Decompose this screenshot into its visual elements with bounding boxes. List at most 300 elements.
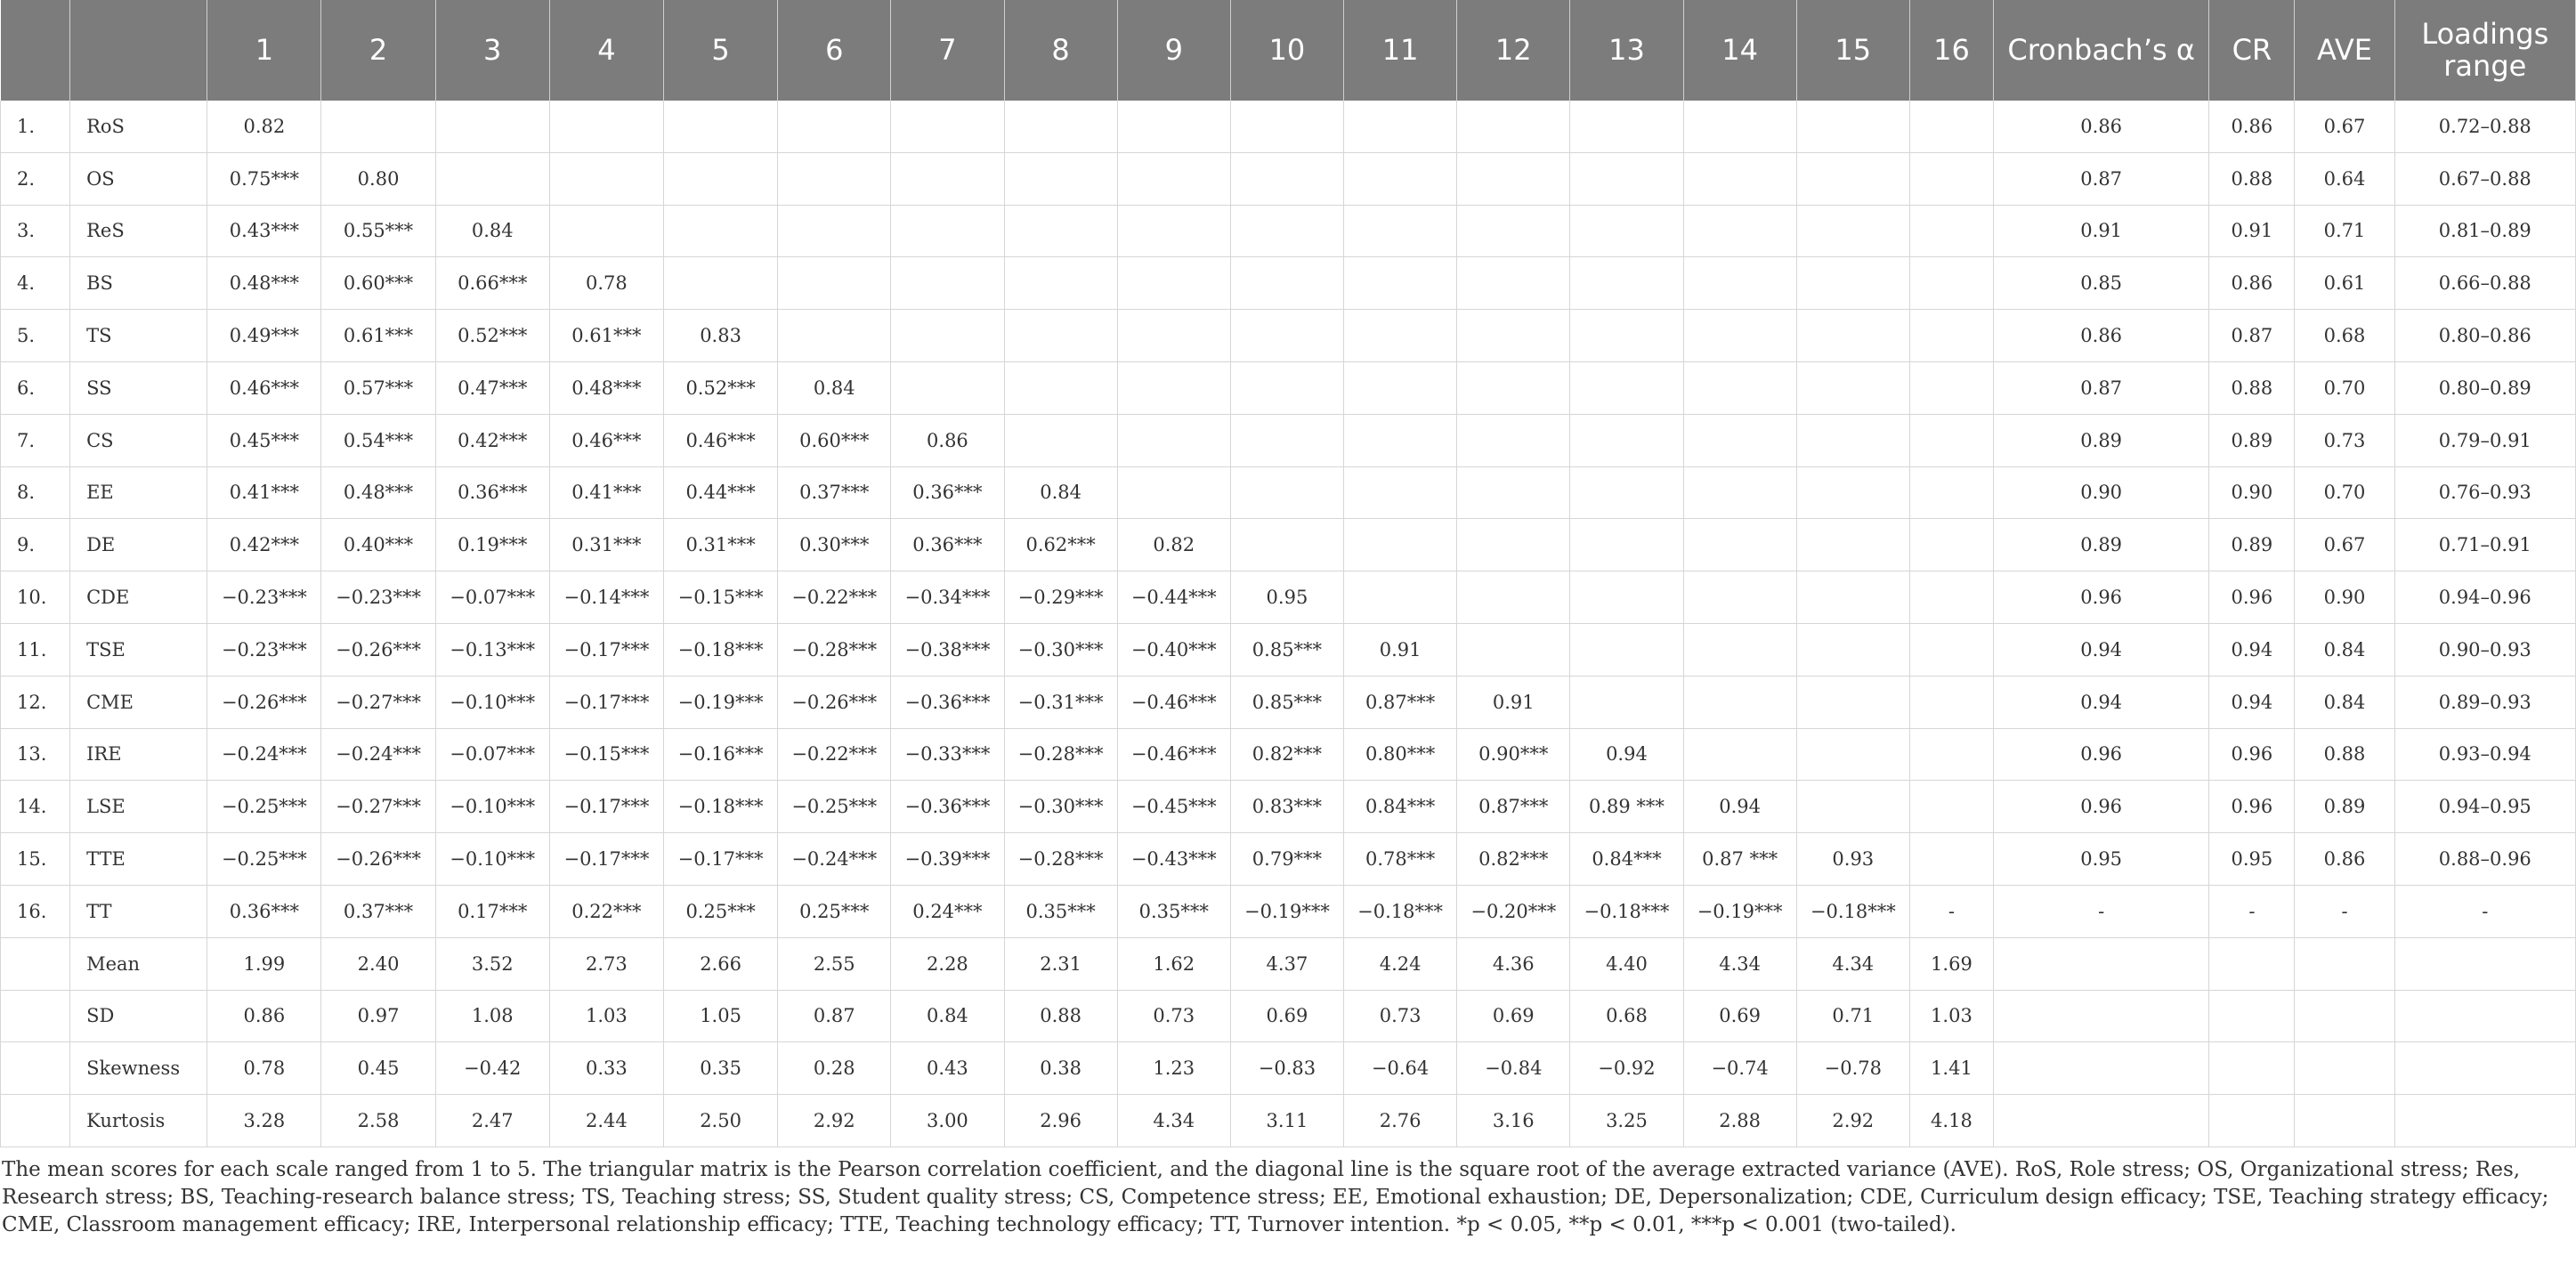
row-number: 15. (1, 833, 70, 886)
table-cell (1457, 466, 1570, 519)
table-cell (2209, 937, 2295, 990)
table-cell: 0.43*** (207, 205, 321, 257)
table-cell: −0.18*** (663, 781, 777, 833)
table-cell: 0.94 (1570, 728, 1683, 781)
table-cell (1909, 310, 1993, 362)
table-cell: 0.41*** (549, 466, 663, 519)
table-cell: −0.18*** (1570, 885, 1683, 937)
table-cell (1909, 571, 1993, 624)
table-cell: 0.31*** (663, 519, 777, 571)
table-cell: −0.17*** (549, 781, 663, 833)
table-row (1, 466, 2576, 519)
table-cell: 0.69 (1230, 990, 1343, 1042)
row-label: SD (70, 990, 207, 1042)
table-cell (1457, 571, 1570, 624)
row-number: 14. (1, 781, 70, 833)
table-cell: 0.87 (2209, 310, 2295, 362)
table-cell: 0.80*** (1344, 728, 1457, 781)
table-cell: 0.35*** (1117, 885, 1230, 937)
table-cell: 4.34 (1796, 937, 1909, 990)
row-label: CDE (70, 571, 207, 624)
table-cell (778, 101, 891, 152)
table-cell (1570, 101, 1683, 152)
table-cell (1570, 466, 1683, 519)
column-header: 7 (891, 0, 1004, 101)
column-header: 13 (1570, 0, 1683, 101)
table-cell: 0.25*** (778, 885, 891, 937)
column-header: AVE (2295, 0, 2394, 101)
table-cell: 0.84 (2295, 623, 2394, 676)
column-header: 15 (1796, 0, 1909, 101)
table-cell (1230, 101, 1343, 152)
table-cell (2394, 937, 2575, 990)
table-cell: −0.31*** (1004, 676, 1117, 728)
table-cell: −0.30*** (1004, 623, 1117, 676)
table-cell: 0.91 (1994, 205, 2209, 257)
table-cell: 0.60*** (778, 414, 891, 466)
table-cell: 2.47 (435, 1095, 549, 1147)
table-cell (1230, 466, 1343, 519)
table-cell: - (2209, 885, 2295, 937)
table-cell (1344, 101, 1457, 152)
table-cell (891, 101, 1004, 152)
table-cell: 0.67–0.88 (2394, 152, 2575, 205)
table-cell: 0.30*** (778, 519, 891, 571)
row-number: 10. (1, 571, 70, 624)
table-cell (1457, 623, 1570, 676)
table-cell: −0.74 (1683, 1042, 1796, 1095)
table-cell: 0.17*** (435, 885, 549, 937)
row-label: IRE (70, 728, 207, 781)
row-number: 5. (1, 310, 70, 362)
table-cell: 0.89–0.93 (2394, 676, 2575, 728)
table-cell: 0.84 (2295, 676, 2394, 728)
table-cell: 0.48*** (321, 466, 435, 519)
table-cell (1457, 519, 1570, 571)
column-header: Cronbach’s α (1994, 0, 2209, 101)
table-row (1, 257, 2576, 310)
table-cell: 0.91 (2209, 205, 2295, 257)
table-cell: 0.96 (2209, 781, 2295, 833)
table-cell: 0.85*** (1230, 623, 1343, 676)
table-row (1, 676, 2576, 728)
table-cell: 0.84 (778, 361, 891, 414)
table-cell (1796, 676, 1909, 728)
row-number (1, 937, 70, 990)
table-cell (1909, 833, 1993, 886)
table-cell: 4.24 (1344, 937, 1457, 990)
table-cell (891, 152, 1004, 205)
table-cell: 0.87 *** (1683, 833, 1796, 886)
table-cell: 0.71 (1796, 990, 1909, 1042)
column-header: 3 (435, 0, 549, 101)
table-cell (2209, 990, 2295, 1042)
table-cell: 0.86 (891, 414, 1004, 466)
table-cell: 0.91 (1457, 676, 1570, 728)
table-cell (1994, 990, 2209, 1042)
table-cell: 1.05 (663, 990, 777, 1042)
table-cell: 0.80–0.86 (2394, 310, 2575, 362)
table-cell: 0.67 (2295, 519, 2394, 571)
table-cell: 2.44 (549, 1095, 663, 1147)
table-cell: 0.49*** (207, 310, 321, 362)
table-cell: 4.37 (1230, 937, 1343, 990)
table-cell: 0.94–0.95 (2394, 781, 2575, 833)
table-cell: 0.84 (435, 205, 549, 257)
table-cell: 1.23 (1117, 1042, 1230, 1095)
table-cell: −0.22*** (778, 571, 891, 624)
table-cell: 0.46*** (663, 414, 777, 466)
table-cell: −0.19*** (663, 676, 777, 728)
table-cell: 0.55*** (321, 205, 435, 257)
table-cell: −0.23*** (207, 623, 321, 676)
table-cell: 0.43 (891, 1042, 1004, 1095)
table-cell (1117, 310, 1230, 362)
table-row (1, 310, 2576, 362)
table-cell: 0.88 (2209, 152, 2295, 205)
table-cell (1570, 257, 1683, 310)
table-cell: −0.17*** (549, 676, 663, 728)
table-cell (1004, 152, 1117, 205)
table-cell (1796, 361, 1909, 414)
table-cell: 0.71–0.91 (2394, 519, 2575, 571)
table-cell: 4.34 (1683, 937, 1796, 990)
table-cell: 0.87 (1994, 361, 2209, 414)
table-cell: 0.70 (2295, 466, 2394, 519)
table-cell: −0.19*** (1683, 885, 1796, 937)
table-cell (1344, 571, 1457, 624)
table-cell (1344, 361, 1457, 414)
table-cell: 0.22*** (549, 885, 663, 937)
table-cell: 0.79–0.91 (2394, 414, 2575, 466)
table-cell: −0.28*** (1004, 728, 1117, 781)
table-row (1, 885, 2576, 937)
table-cell (1117, 205, 1230, 257)
table-cell: 0.96 (2209, 571, 2295, 624)
table-cell (1117, 152, 1230, 205)
table-cell (549, 152, 663, 205)
table-cell: 0.88 (2295, 728, 2394, 781)
table-cell (1683, 676, 1796, 728)
table-cell: −0.29*** (1004, 571, 1117, 624)
table-cell: 0.95 (1230, 571, 1343, 624)
table-cell: −0.46*** (1117, 676, 1230, 728)
column-header: Loadings range (2394, 0, 2575, 101)
table-body (1, 101, 2576, 1147)
table-cell: −0.27*** (321, 676, 435, 728)
table-cell (1796, 519, 1909, 571)
table-cell: 0.94 (2209, 623, 2295, 676)
table-cell: 0.94 (1683, 781, 1796, 833)
table-cell: 3.28 (207, 1095, 321, 1147)
table-footnote: The mean scores for each scale ranged from 1 to 5. The triangular matrix is the Pearson correlation coefficient, and the diagonal line is the square root of the average extracted variance (AVE). RoS, Role stress; OS, Organizational stress; Res, Research stress; BS, Teaching-research balance stress; TS, Teaching stress; SS, Student quality stress; CS, Competence stress; EE, Emotional exhaustion; DE, Depersonalization; CDE, Curriculum design efficacy; TSE, Teaching strategy efficacy; CME, Classroom management efficacy; IRE, Interpersonal relationship efficacy; TTE, Teaching technology efficacy; TT, Turnover intention. *p < 0.05, **p < 0.01, ***p < 0.001 (two-tailed). (2, 1157, 2549, 1236)
table-cell (1909, 361, 1993, 414)
table-cell: 0.36*** (891, 466, 1004, 519)
table-cell: - (1909, 885, 1993, 937)
table-cell (891, 205, 1004, 257)
row-label: CME (70, 676, 207, 728)
table-cell: 0.44*** (663, 466, 777, 519)
table-cell: 0.97 (321, 990, 435, 1042)
row-number: 3. (1, 205, 70, 257)
table-cell (2295, 990, 2394, 1042)
table-cell: - (1994, 885, 2209, 937)
table-cell: 0.42*** (207, 519, 321, 571)
table-cell (1796, 414, 1909, 466)
table-cell: 0.70 (2295, 361, 2394, 414)
table-cell: 3.00 (891, 1095, 1004, 1147)
table-cell: 0.90*** (1457, 728, 1570, 781)
row-label: CS (70, 414, 207, 466)
table-cell: 0.48*** (207, 257, 321, 310)
table-cell: 0.95 (1994, 833, 2209, 886)
row-number: 11. (1, 623, 70, 676)
table-cell (778, 310, 891, 362)
table-cell (1230, 310, 1343, 362)
table-cell: 3.11 (1230, 1095, 1343, 1147)
table-cell: 0.89 (2209, 414, 2295, 466)
table-cell (1909, 676, 1993, 728)
table-cell (1457, 152, 1570, 205)
table-cell (1117, 466, 1230, 519)
table-cell (1004, 205, 1117, 257)
table-cell (1683, 728, 1796, 781)
table-cell: 0.40*** (321, 519, 435, 571)
table-cell (1457, 361, 1570, 414)
table-cell (1570, 676, 1683, 728)
table-cell: 0.72–0.88 (2394, 101, 2575, 152)
row-label: EE (70, 466, 207, 519)
table-cell (1994, 937, 2209, 990)
table-cell (2394, 1095, 2575, 1147)
table-cell: 0.94 (2209, 676, 2295, 728)
table-cell: 0.82 (1117, 519, 1230, 571)
table-cell: 0.69 (1683, 990, 1796, 1042)
row-number: 4. (1, 257, 70, 310)
table-cell: −0.44*** (1117, 571, 1230, 624)
table-cell: 0.96 (1994, 571, 2209, 624)
table-cell (1117, 101, 1230, 152)
table-cell: −0.34*** (891, 571, 1004, 624)
table-cell (1570, 414, 1683, 466)
table-cell: 0.61 (2295, 257, 2394, 310)
table-row (1, 623, 2576, 676)
table-cell: 0.84*** (1570, 833, 1683, 886)
table-cell (1344, 310, 1457, 362)
table-cell (778, 205, 891, 257)
column-header: 5 (663, 0, 777, 101)
table-cell: 0.85 (1994, 257, 2209, 310)
table-cell (1683, 361, 1796, 414)
table-cell: 0.89 (2295, 781, 2394, 833)
table-cell: −0.64 (1344, 1042, 1457, 1095)
table-cell: 0.81–0.89 (2394, 205, 2575, 257)
row-label: TTE (70, 833, 207, 886)
table-cell: 0.89 (1994, 519, 2209, 571)
row-number: 6. (1, 361, 70, 414)
table-cell: 0.57*** (321, 361, 435, 414)
table-cell (1457, 310, 1570, 362)
column-header: 9 (1117, 0, 1230, 101)
table-cell (1909, 519, 1993, 571)
table-cell: −0.07*** (435, 571, 549, 624)
column-header: 4 (549, 0, 663, 101)
table-cell (1230, 152, 1343, 205)
column-header: 14 (1683, 0, 1796, 101)
table-cell: 0.84 (1004, 466, 1117, 519)
table-cell: 0.61*** (549, 310, 663, 362)
table-row (1, 519, 2576, 571)
table-cell: 3.25 (1570, 1095, 1683, 1147)
table-row (1, 833, 2576, 886)
table-row (1, 990, 2576, 1042)
table-row (1, 101, 2576, 152)
table-row (1, 414, 2576, 466)
table-cell (2295, 1042, 2394, 1095)
row-label: TSE (70, 623, 207, 676)
table-cell: −0.18*** (663, 623, 777, 676)
table-cell (2295, 1095, 2394, 1147)
table-cell (2209, 1095, 2295, 1147)
table-cell (1230, 205, 1343, 257)
table-cell (663, 257, 777, 310)
table-cell: −0.36*** (891, 781, 1004, 833)
header-blank-cell (70, 0, 207, 101)
table-row (1, 205, 2576, 257)
table-cell (1570, 361, 1683, 414)
table-cell: 0.73 (2295, 414, 2394, 466)
table-row (1, 728, 2576, 781)
table-cell: 0.73 (1117, 990, 1230, 1042)
table-cell: 3.52 (435, 937, 549, 990)
table-cell: 0.94 (1994, 676, 2209, 728)
table-cell: 4.34 (1117, 1095, 1230, 1147)
row-number (1, 990, 70, 1042)
table-cell: 0.66*** (435, 257, 549, 310)
table-cell (1683, 205, 1796, 257)
table-cell (1457, 257, 1570, 310)
table-cell: −0.26*** (778, 676, 891, 728)
table-cell: −0.25*** (778, 781, 891, 833)
row-label: DE (70, 519, 207, 571)
table-cell: −0.19*** (1230, 885, 1343, 937)
table-cell (1909, 623, 1993, 676)
table-cell: −0.23*** (207, 571, 321, 624)
table-cell (891, 257, 1004, 310)
row-number (1, 1042, 70, 1095)
table-cell: 0.68 (2295, 310, 2394, 362)
table-cell: 0.52*** (435, 310, 549, 362)
column-header: CR (2209, 0, 2295, 101)
table-cell (1909, 101, 1993, 152)
table-cell: 0.91 (1344, 623, 1457, 676)
table-cell (1344, 414, 1457, 466)
table-cell (1570, 152, 1683, 205)
table-cell: 0.64 (2295, 152, 2394, 205)
table-cell (1909, 414, 1993, 466)
table-cell: 0.96 (2209, 728, 2295, 781)
table-cell: −0.07*** (435, 728, 549, 781)
table-cell: −0.17*** (549, 833, 663, 886)
table-cell: 0.88 (1004, 990, 1117, 1042)
row-label: TS (70, 310, 207, 362)
table-cell: 0.68 (1570, 990, 1683, 1042)
row-label: Kurtosis (70, 1095, 207, 1147)
table-cell: −0.30*** (1004, 781, 1117, 833)
table-cell (1683, 571, 1796, 624)
table-cell: 0.31*** (549, 519, 663, 571)
table-cell: −0.40*** (1117, 623, 1230, 676)
table-cell: −0.78 (1796, 1042, 1909, 1095)
table-cell (1344, 466, 1457, 519)
table-cell: 0.54*** (321, 414, 435, 466)
table-cell: 2.50 (663, 1095, 777, 1147)
table-cell: 0.82 (207, 101, 321, 152)
row-number: 16. (1, 885, 70, 937)
table-cell: 0.85*** (1230, 676, 1343, 728)
table-cell: 0.89 (1994, 414, 2209, 466)
table-cell: 2.88 (1683, 1095, 1796, 1147)
table-cell: 0.19*** (435, 519, 549, 571)
table-cell: −0.84 (1457, 1042, 1570, 1095)
table-cell: 2.76 (1344, 1095, 1457, 1147)
table-cell: −0.25*** (207, 781, 321, 833)
table-cell (1004, 361, 1117, 414)
table-cell: 2.92 (778, 1095, 891, 1147)
table-cell (1570, 310, 1683, 362)
table-cell: 0.90 (1994, 466, 2209, 519)
table-cell (1457, 414, 1570, 466)
table-cell: −0.20*** (1457, 885, 1570, 937)
table-row (1, 937, 2576, 990)
column-header: 8 (1004, 0, 1117, 101)
table-cell: 1.41 (1909, 1042, 1993, 1095)
table-cell: 0.60*** (321, 257, 435, 310)
table-cell (1683, 101, 1796, 152)
table-cell: 3.16 (1457, 1095, 1570, 1147)
table-cell (2295, 937, 2394, 990)
column-header: 6 (778, 0, 891, 101)
table-cell (1457, 101, 1570, 152)
table-cell: −0.26*** (321, 833, 435, 886)
table-cell (1230, 414, 1343, 466)
table-cell: 0.37*** (321, 885, 435, 937)
table-cell (2394, 1042, 2575, 1095)
table-cell (1230, 519, 1343, 571)
table-row (1, 1042, 2576, 1095)
table-cell (1909, 781, 1993, 833)
table-cell: 0.86 (1994, 101, 2209, 152)
table-cell (1796, 152, 1909, 205)
table-cell: 0.86 (2209, 257, 2295, 310)
table-cell (1683, 310, 1796, 362)
table-cell: −0.14*** (549, 571, 663, 624)
table-cell (1683, 257, 1796, 310)
table-cell (1994, 1042, 2209, 1095)
table-cell (663, 152, 777, 205)
table-cell: 0.78 (549, 257, 663, 310)
table-cell (435, 101, 549, 152)
table-cell: 4.18 (1909, 1095, 1993, 1147)
table-cell: −0.16*** (663, 728, 777, 781)
table-cell: 2.31 (1004, 937, 1117, 990)
table-cell: 0.36*** (435, 466, 549, 519)
table-cell (1909, 152, 1993, 205)
table-cell: 0.75*** (207, 152, 321, 205)
table-cell: 0.35 (663, 1042, 777, 1095)
table-cell: 2.73 (549, 937, 663, 990)
table-cell: 2.58 (321, 1095, 435, 1147)
